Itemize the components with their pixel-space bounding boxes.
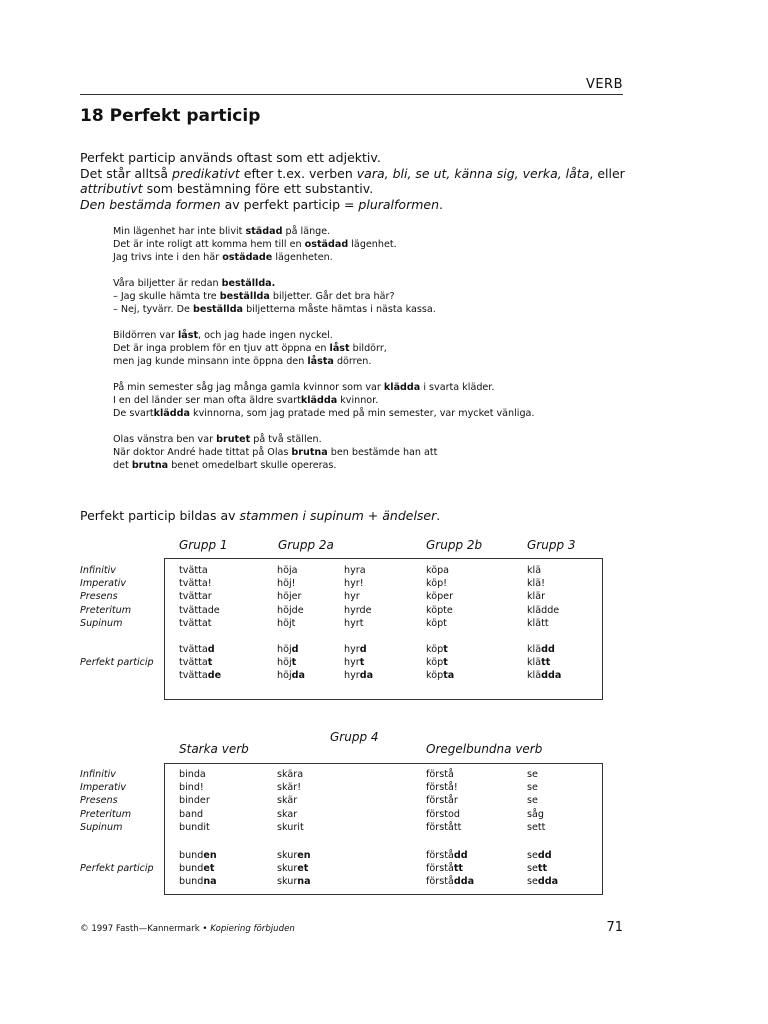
- table-cell: höjde: [277, 605, 304, 616]
- table-cell: tvättar: [179, 591, 212, 602]
- text-run: dörren.: [333, 356, 372, 367]
- text-run: se: [527, 850, 538, 861]
- text-run: skur: [277, 876, 298, 887]
- bold-text: t: [443, 657, 448, 668]
- example-line: [113, 433, 633, 446]
- participle-cell: [426, 863, 463, 874]
- participle-cell: [426, 670, 454, 681]
- table-cell: tvätta: [179, 565, 208, 576]
- bold-text: dda: [537, 876, 559, 887]
- example-line: [113, 342, 633, 355]
- row-label-participle: Perfekt particip: [80, 657, 154, 668]
- table-cell: band: [179, 809, 204, 820]
- table-cell: klädde: [527, 605, 560, 616]
- text-run: köp: [426, 657, 444, 668]
- text-run: på länge.: [282, 226, 331, 237]
- text-run: Våra biljetter är redan: [113, 278, 222, 289]
- participle-cell: [527, 850, 552, 861]
- bold-text: dda: [541, 670, 562, 681]
- row-label: Preteritum: [80, 605, 132, 616]
- table-cell: höjt: [277, 618, 296, 629]
- participle-cell: [527, 876, 558, 887]
- bold-text: låst: [177, 330, 199, 341]
- row-label: Supinum: [80, 822, 123, 833]
- text-run: hyr: [344, 670, 360, 681]
- section-label: VERB: [585, 77, 623, 92]
- table-cell: köpa: [426, 565, 450, 576]
- bold-text: låst: [329, 343, 350, 354]
- text-run: förstå: [426, 876, 454, 887]
- bold-text: dd: [537, 850, 552, 861]
- text-run: höj: [277, 657, 292, 668]
- bold-text: ta: [443, 670, 455, 681]
- text-run: kvinnor.: [337, 395, 379, 406]
- text-run: klä: [527, 657, 542, 668]
- participle-cell: [527, 657, 550, 668]
- table-cell: köpt: [426, 618, 447, 629]
- header-rule: [80, 94, 623, 95]
- bold-text: ostädad: [304, 239, 349, 250]
- bold-text: t: [291, 657, 297, 668]
- example-group: [113, 225, 633, 264]
- bold-text: en: [203, 850, 217, 861]
- table-cell: skära: [277, 769, 304, 780]
- text-run: efter t.ex. verben: [239, 165, 357, 181]
- row-label: Imperativ: [80, 578, 127, 589]
- table-cell: bundit: [179, 822, 210, 833]
- bold-text: brutna: [131, 460, 169, 471]
- table-cell: hyrde: [344, 605, 372, 616]
- bold-text: dd: [453, 850, 468, 861]
- italic-text: pluralformen: [358, 196, 440, 212]
- text-run: +: [363, 508, 383, 523]
- text-run: förstå: [426, 863, 454, 874]
- bold-text: d: [291, 644, 299, 655]
- bold-text: klädda: [153, 408, 190, 419]
- table-cell: förstå: [426, 769, 454, 780]
- page-number: 71: [606, 920, 623, 935]
- group-heading: Starka verb: [179, 742, 249, 756]
- table-cell: höja: [277, 565, 298, 576]
- group-heading: Oregelbundna verb: [426, 742, 543, 756]
- table-cell: skär: [277, 795, 298, 806]
- text-run: När doktor André hade tittat på Olas: [113, 447, 292, 458]
- table-cell: tvättat: [179, 618, 212, 629]
- text-run: .: [439, 196, 443, 212]
- text-run: det: [113, 460, 132, 471]
- text-run: , eller: [589, 165, 625, 181]
- text-run: Jag trivs inte i den här: [113, 252, 223, 263]
- participle-cell: [527, 863, 547, 874]
- text-run: förstå: [426, 850, 454, 861]
- chapter-number: 18: [80, 106, 104, 126]
- italic-text: Den bestämda formen: [80, 196, 221, 212]
- table-cell: se: [527, 769, 538, 780]
- participle-cell: [179, 644, 215, 655]
- italic-text: attributivt: [80, 181, 143, 196]
- bold-text: de: [207, 670, 222, 681]
- table-cell: förstå!: [426, 782, 458, 793]
- text-run: Perfekt particip används oftast som ett adjektiv.: [80, 150, 381, 165]
- participle-cell: [426, 644, 448, 655]
- example-line: [113, 446, 633, 459]
- text-run: lägenheten.: [272, 252, 333, 263]
- table-cell: klä!: [527, 578, 545, 589]
- bold-text: beställda: [219, 291, 270, 302]
- copyright-text: © 1997 Fasth—Kannermark •: [80, 924, 211, 934]
- text-run: höj: [277, 670, 292, 681]
- text-run: skur: [277, 850, 298, 861]
- text-run: klä: [527, 644, 542, 655]
- text-run: tvätta: [179, 657, 208, 668]
- participle-cell: [277, 657, 296, 668]
- example-group: [113, 381, 633, 420]
- example-line: [113, 303, 633, 316]
- table-cell: såg: [527, 809, 544, 820]
- row-label: Imperativ: [80, 782, 127, 793]
- participle-cell: [344, 670, 373, 681]
- text-run: Det står alltså: [80, 165, 173, 181]
- text-run: se: [527, 876, 538, 887]
- bold-text: t: [443, 644, 448, 655]
- participle-cell: [179, 657, 212, 668]
- text-run: De svart: [113, 408, 154, 419]
- intro-line: [80, 197, 640, 213]
- text-run: – Nej, tyvärr. De: [113, 304, 193, 315]
- table-cell: klätt: [527, 618, 549, 629]
- text-run: – Jag skulle hämta tre: [113, 291, 220, 302]
- participle-cell: [426, 850, 468, 861]
- chapter-title: [80, 106, 260, 126]
- bold-text: tt: [537, 863, 548, 874]
- bold-text: tt: [453, 863, 464, 874]
- bold-text: t: [359, 657, 365, 668]
- bold-text: låsta: [307, 356, 334, 367]
- bold-text: en: [297, 850, 311, 861]
- text-run: Det är inte roligt att komma hem till en: [113, 239, 305, 250]
- text-run: köp: [426, 670, 444, 681]
- group-4-label: Grupp 4: [330, 730, 379, 744]
- row-label: Infinitiv: [80, 769, 116, 780]
- group-heading: Grupp 2a: [278, 538, 334, 552]
- participle-cell: [277, 670, 305, 681]
- bold-text: tt: [541, 657, 551, 668]
- participle-cell: [426, 876, 474, 887]
- copy-notice: Kopiering förbjuden: [210, 924, 295, 934]
- intro-line: [80, 150, 640, 166]
- example-line: [113, 459, 633, 472]
- table-cell: förstod: [426, 809, 460, 820]
- table-cell: höj!: [277, 578, 296, 589]
- text-run: Perfekt particip bildas av: [80, 508, 240, 523]
- text-run: .: [436, 508, 441, 523]
- example-group: [113, 277, 633, 316]
- italic-text: predikativt: [172, 165, 240, 181]
- text-run: kvinnorna, som jag pratade med på min semester, var mycket vänliga.: [189, 408, 535, 419]
- table-cell: binda: [179, 769, 206, 780]
- bold-text: dd: [541, 644, 555, 655]
- table-cell: bind!: [179, 782, 204, 793]
- example-line: [113, 290, 633, 303]
- participle-cell: [179, 850, 217, 861]
- bold-text: na: [297, 876, 311, 887]
- example-line: [113, 394, 633, 407]
- bold-text: städad: [245, 226, 283, 237]
- table-cell: förstår: [426, 795, 458, 806]
- text-run: bund: [179, 863, 204, 874]
- text-run: i svarta kläder.: [420, 382, 495, 393]
- bold-text: d: [359, 644, 367, 655]
- bold-text: na: [203, 876, 217, 887]
- text-run: hyr: [344, 657, 360, 668]
- text-run: höj: [277, 644, 292, 655]
- participle-cell: [527, 644, 555, 655]
- example-line: [113, 225, 633, 238]
- table-cell: köper: [426, 591, 454, 602]
- example-line: [113, 381, 633, 394]
- formation-rule: [80, 508, 440, 523]
- example-line: [113, 329, 633, 342]
- text-run: hyr: [344, 644, 360, 655]
- row-label: Presens: [80, 795, 118, 806]
- text-run: På min semester såg jag många gamla kvinnor som var: [113, 382, 384, 393]
- table-cell: tvätta!: [179, 578, 212, 589]
- group-heading: Grupp 1: [179, 538, 228, 552]
- intro-line: [80, 181, 640, 197]
- bold-text: t: [207, 657, 213, 668]
- example-line: [113, 251, 633, 264]
- text-run: som bestämning före ett substantiv.: [142, 181, 374, 196]
- table-cell: hyra: [344, 565, 366, 576]
- intro-paragraph: [80, 150, 640, 212]
- example-line: [113, 277, 633, 290]
- text-run: köp: [426, 644, 444, 655]
- example-group: [113, 329, 633, 368]
- example-sentences: [113, 225, 633, 485]
- bold-text: ostädade: [222, 252, 273, 263]
- table-cell: höjer: [277, 591, 302, 602]
- text-run: tvätta: [179, 644, 208, 655]
- row-label: Infinitiv: [80, 565, 116, 576]
- group-heading: Grupp 3: [527, 538, 576, 552]
- bold-text: beställda.: [221, 278, 276, 289]
- table-cell: hyr: [344, 591, 360, 602]
- participle-cell: [179, 863, 214, 874]
- participle-cell: [179, 876, 217, 887]
- table-cell: se: [527, 782, 538, 793]
- row-label-participle: Perfekt particip: [80, 863, 154, 874]
- table-cell: sett: [527, 822, 546, 833]
- text-run: klä: [527, 670, 542, 681]
- text-run: på två ställen.: [250, 434, 322, 445]
- row-label: Supinum: [80, 618, 123, 629]
- bold-text: da: [291, 670, 305, 681]
- text-run: bund: [179, 850, 204, 861]
- participle-cell: [277, 850, 311, 861]
- text-run: av perfekt particip =: [220, 196, 359, 212]
- example-line: [113, 355, 633, 368]
- text-run: bund: [179, 876, 204, 887]
- table-cell: hyrt: [344, 618, 364, 629]
- bold-text: et: [203, 863, 215, 874]
- text-run: men jag kunde minsann inte öppna den: [113, 356, 308, 367]
- participle-cell: [179, 670, 221, 681]
- text-run: , och jag hade ingen nyckel.: [198, 330, 333, 341]
- table-cell: skurit: [277, 822, 304, 833]
- example-group: [113, 433, 633, 472]
- text-run: Bildörren var: [113, 330, 178, 341]
- text-run: Det är inga problem för en tjuv att öppna en: [113, 343, 330, 354]
- table-cell: förstått: [426, 822, 462, 833]
- text-run: biljetterna måste hämtas i nästa kassa.: [243, 304, 436, 315]
- bold-text: brutna: [291, 447, 328, 458]
- text-run: Min lägenhet har inte blivit: [113, 226, 246, 237]
- bold-text: klädda: [383, 382, 421, 393]
- italic-text: ändelser: [382, 508, 437, 523]
- participle-cell: [277, 876, 311, 887]
- text-run: se: [527, 863, 538, 874]
- italic-text: vara, bli, se ut, känna sig, verka, låta: [356, 165, 590, 181]
- row-label: Preteritum: [80, 809, 132, 820]
- bold-text: dda: [453, 876, 475, 887]
- bold-text: da: [359, 670, 374, 681]
- table-cell: klär: [527, 591, 546, 602]
- text-run: ben bestämde han att: [327, 447, 438, 458]
- participle-cell: [277, 863, 308, 874]
- bold-text: klädda: [300, 395, 338, 406]
- intro-line: [80, 166, 640, 182]
- table-cell: skär!: [277, 782, 302, 793]
- table-cell: köpte: [426, 605, 453, 616]
- text-run: biljetter. Går det bra här?: [269, 291, 395, 302]
- text-run: lägenhet.: [348, 239, 397, 250]
- participle-cell: [527, 670, 561, 681]
- row-label: Presens: [80, 591, 118, 602]
- group-heading: Grupp 2b: [426, 538, 483, 552]
- bold-text: beställda: [192, 304, 244, 315]
- example-line: [113, 238, 633, 251]
- table-cell: se: [527, 795, 538, 806]
- italic-text: stammen i supinum: [239, 508, 364, 523]
- table-cell: binder: [179, 795, 210, 806]
- text-run: tvätta: [179, 670, 208, 681]
- participle-cell: [344, 644, 367, 655]
- table-cell: hyr!: [344, 578, 364, 589]
- text-run: Olas vänstra ben var: [113, 434, 217, 445]
- text-run: bildörr,: [349, 343, 387, 354]
- example-line: [113, 407, 633, 420]
- bold-text: d: [207, 644, 215, 655]
- table-cell: köp!: [426, 578, 448, 589]
- participle-cell: [344, 657, 364, 668]
- text-run: I en del länder ser man ofta äldre svart: [113, 395, 301, 406]
- table-cell: klä: [527, 565, 542, 576]
- bold-text: brutet: [216, 434, 251, 445]
- bold-text: et: [297, 863, 309, 874]
- table-cell: tvättade: [179, 605, 220, 616]
- participle-cell: [277, 644, 299, 655]
- text-run: skur: [277, 863, 298, 874]
- chapter-title-text: Perfekt particip: [109, 106, 261, 126]
- participle-cell: [426, 657, 448, 668]
- text-run: benet omedelbart skulle opereras.: [168, 460, 337, 471]
- table-cell: skar: [277, 809, 298, 820]
- footer-copyright: [80, 924, 295, 934]
